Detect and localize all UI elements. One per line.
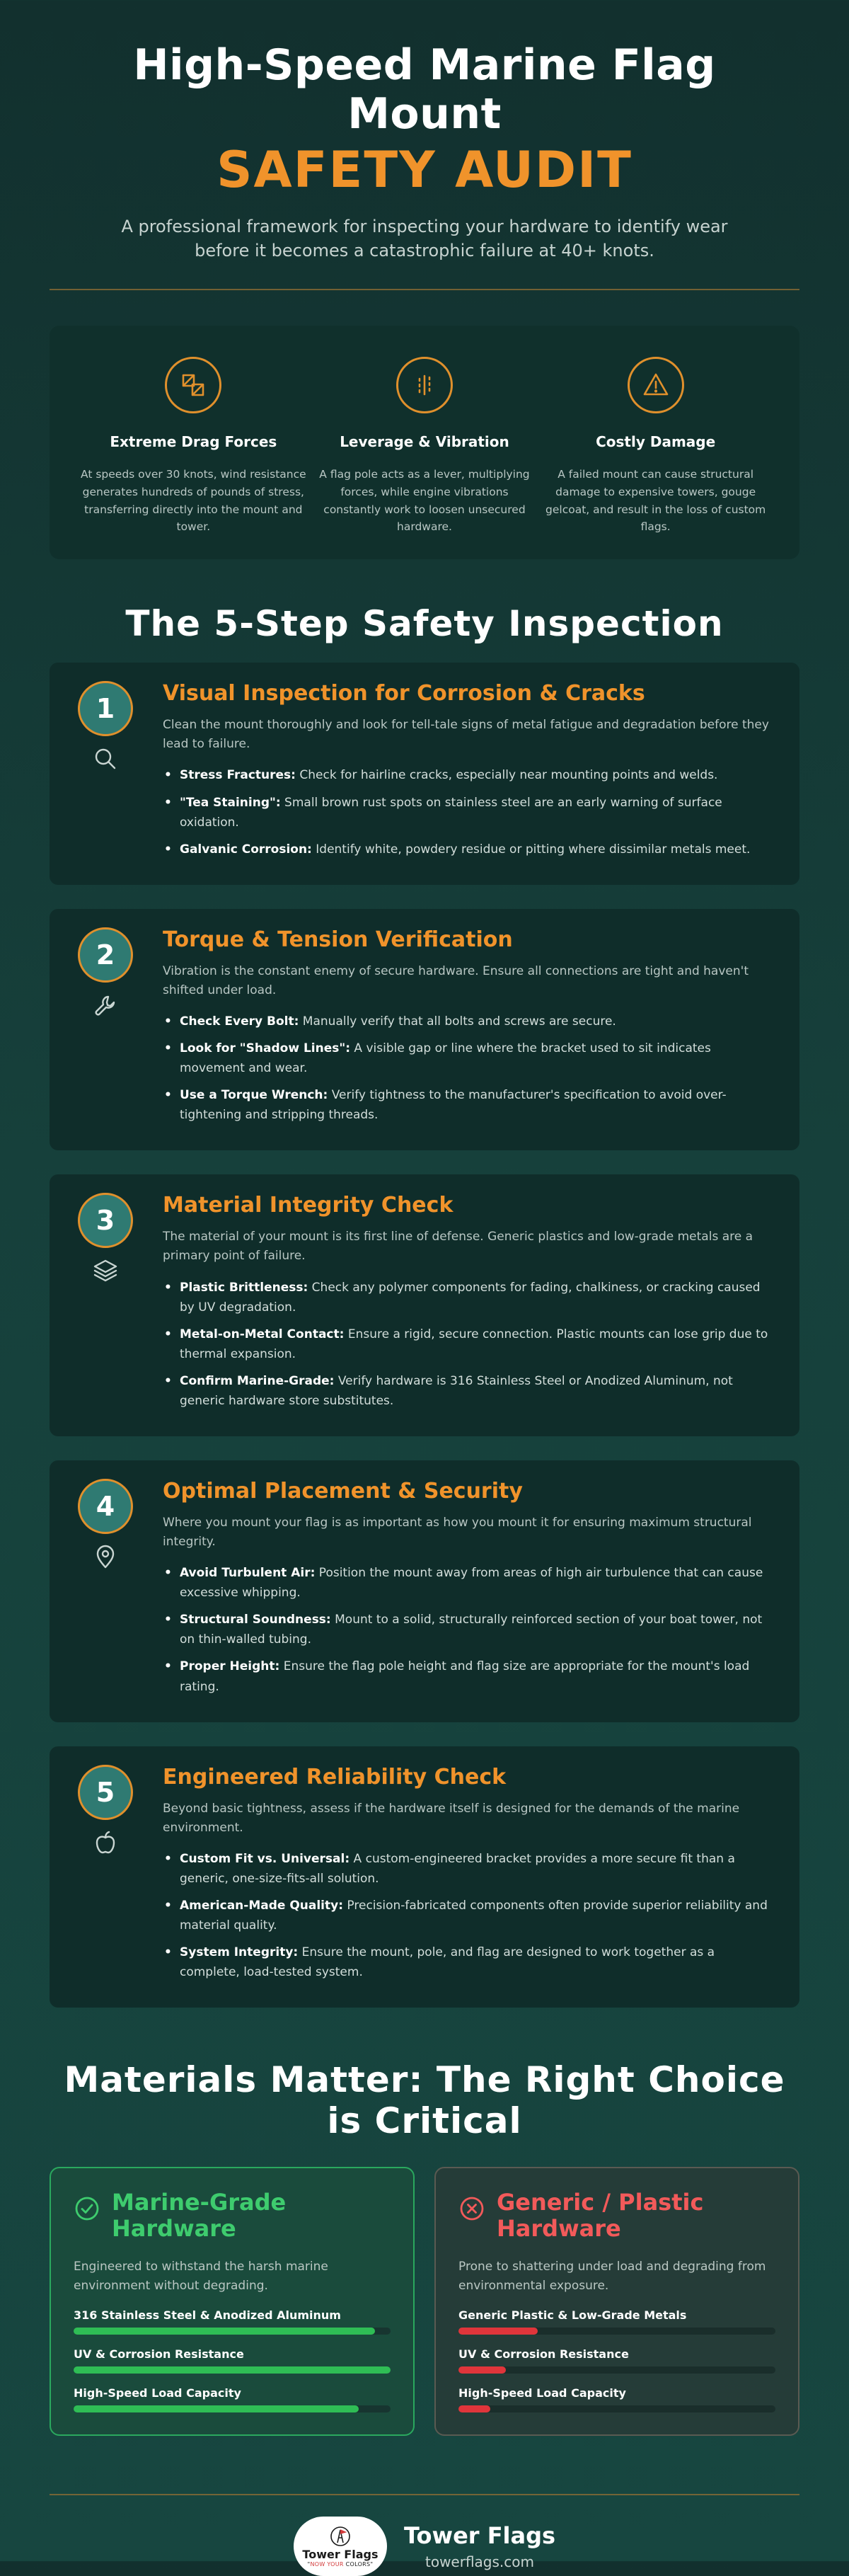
card-title: Marine-Grade Hardware [112,2189,287,2243]
bullet-label: "Tea Staining": [180,795,281,810]
list-item [163,1896,774,1935]
risk-text: At speeds over 30 knots, wind resistance generates hundreds of pounds of stress, transferring directly into the mount and tower. [81,468,306,534]
bullet-label: Custom Fit vs. Universal: [180,1851,350,1866]
bullet-text: Position the mount away from areas of high air turbulence that can cause excessive whipping. [180,1566,763,1601]
rating-track [74,2328,391,2335]
footer-divider [50,2494,799,2495]
risk-text: A flag pole acts as a lever, multiplying forces, while engine vibrations constantly work to loosen unsecured hardware. [319,468,530,534]
list-item [163,1610,774,1649]
rating-fill [458,2328,538,2335]
bullet-text: Small brown rust spots on stainless steel are an early warning of surface oxidation. [180,795,722,830]
bullet-label: Avoid Turbulent Air: [180,1566,316,1581]
rating-label: UV & Corrosion Resistance [74,2347,244,2362]
check-circle-icon [74,2195,100,2222]
card-title: Generic / Plastic Hardware [497,2189,704,2243]
step-description: Where you mount your flag is as important as how you mount it for ensuring maximum structural integrity. [163,1515,752,1550]
list-item [163,1371,774,1411]
list-item [163,793,774,832]
marine-grade-card [50,2167,415,2436]
rating-track [74,2366,391,2374]
page-subtitle: SAFETY AUDIT [216,141,633,199]
brand-logo [294,2517,387,2576]
rating-bar [458,2347,775,2374]
rating-bar [74,2386,391,2412]
bullet-text: Mount to a solid, structurally reinforced section of your boat tower, not on thin-walled tubing. [180,1613,763,1647]
rating-track [458,2405,775,2412]
bullet-label: Structural Soundness: [180,1613,331,1627]
list-item [163,840,774,859]
step-title: Engineered Reliability Check [163,1764,507,1790]
step-bullets [163,1563,774,1696]
step-number-badge: 5 [78,1765,133,1820]
card-description: Prone to shattering under load and degrading from environmental exposure. [458,2259,766,2294]
bullet-text: Verify tightness to the manufacturer's specification to avoid over-tightening and stripping threads. [180,1088,727,1123]
risk-card [80,357,306,559]
step-title: Material Integrity Check [163,1193,454,1218]
header [50,0,799,263]
list-item [163,1278,774,1317]
step-description: The material of your mount is its first line of defense. Generic plastics and low-grade metals are a primary point of failure. [163,1230,753,1264]
rating-bar [74,2347,391,2374]
bullet-text: Identify white, powdery residue or pitting where dissimilar metals meet. [311,842,751,857]
layers-icon [93,1258,118,1283]
step-number-badge: 1 [78,681,133,736]
list-item [163,1085,774,1125]
logo-tagline [307,2561,373,2568]
step-bullets [163,765,774,859]
list-item [163,1656,774,1696]
search-icon [93,746,118,772]
apple-icon [93,1830,118,1855]
bullet-text: Verify hardware is 316 Stainless Steel or Anodized Aluminum, not generic hardware store substitutes. [180,1373,733,1408]
rating-fill [458,2366,506,2374]
rating-label: UV & Corrosion Resistance [458,2347,629,2362]
bullet-text: A visible gap or line where the bracket used to sit indicates movement and wear. [180,1041,711,1076]
steps-list [50,663,799,2008]
bullet-label: Plastic Brittleness: [180,1280,308,1295]
stress-icon [165,357,221,413]
x-circle-icon [458,2195,485,2222]
footer [50,2517,799,2576]
bullet-text: Manually verify that all bolts and screws are secure. [299,1014,616,1029]
bullet-label: System Integrity: [180,1945,299,1960]
bullet-label: Metal-on-Metal Contact: [180,1327,345,1341]
step-number-badge: 3 [78,1193,133,1248]
location-pin-icon [93,1544,118,1569]
materials-comparison [50,2167,799,2436]
bullet-text: Ensure a rigid, secure connection. Plastic mounts can lose grip due to thermal expansion. [180,1327,768,1361]
list-item [163,765,774,785]
card-description: Engineered to withstand the harsh marine environment without degrading. [74,2259,328,2294]
rating-bar [458,2386,775,2412]
step-card [50,1460,799,1722]
page-title: High-Speed Marine Flag Mount [133,40,716,139]
step-bullets [163,1012,774,1125]
rating-fill [74,2405,359,2412]
rating-label: High-Speed Load Capacity [74,2386,241,2400]
bullet-text: Ensure the mount, pole, and flag are designed to work together as a complete, load-tested system. [180,1945,715,1980]
risk-card [543,357,769,559]
step-number-badge: 4 [78,1479,133,1534]
bullet-label: American-Made Quality: [180,1899,344,1913]
step-card [50,663,799,885]
list-item [163,1324,774,1364]
rating-fill [74,2366,391,2374]
wrench-icon [93,992,118,1018]
list-item [163,1563,774,1603]
bullet-label: Check Every Bolt: [180,1014,299,1029]
card-header [458,2189,775,2242]
bullet-label: Galvanic Corrosion: [180,842,312,857]
rating-label: 316 Stainless Steel & Anodized Aluminum [74,2308,341,2323]
step-title: Optimal Placement & Security [163,1478,523,1504]
list-item [163,1849,774,1889]
list-item [163,1942,774,1982]
step-title: Visual Inspection for Corrosion & Cracks [163,681,645,706]
risk-panel [50,326,799,559]
risk-title: Leverage & Vibration [340,433,509,451]
logo-name: Tower Flags [302,2547,379,2561]
bullet-text: Check for hairline cracks, especially near mounting points and welds. [295,768,718,783]
step-description: Clean the mount thoroughly and look for tell-tale signs of metal fatigue and degradation before they lead to failure. [163,718,769,752]
list-item [163,1038,774,1078]
rating-fill [74,2328,375,2335]
generic-hardware-card [434,2167,799,2436]
list-item [163,1012,774,1031]
materials-heading: Materials Matter: The Right Choice is Critical [64,2059,785,2141]
bullet-text: Ensure the flag pole height and flag size are appropriate for the mount's load rating. [180,1659,750,1694]
bullet-label: Confirm Marine-Grade: [180,1373,335,1388]
rating-bar [458,2308,775,2335]
bullet-label: Use a Torque Wrench: [180,1088,328,1103]
step-bullets [163,1278,774,1411]
rating-bar [74,2308,391,2335]
step-bullets [163,1849,774,1982]
step-description: Vibration is the constant enemy of secure hardware. Ensure all connections are tight and haven't shifted under load. [163,963,749,997]
warning-icon [628,357,684,413]
bullet-label: Proper Height: [180,1659,280,1674]
bullet-text: Precision-fabricated components often provide superior reliability and material quality. [180,1899,768,1933]
intro-text: A professional framework for inspecting your hardware to identify wear before it becomes a catastrophic failure at 40+ knots. [121,216,728,261]
logo-tag-suffix: COLORS" [343,2560,374,2568]
card-header [74,2189,391,2242]
step-description: Beyond basic tightness, assess if the hardware itself is designed for the demands of the marine environment. [163,1801,740,1835]
step-card [50,909,799,1151]
step-card [50,1746,799,2008]
bullet-text: Check any polymer components for fading, chalkiness, or cracking caused by UV degradation. [180,1280,761,1315]
bullet-label: Look for "Shadow Lines": [180,1041,351,1056]
brand-url[interactable]: towerflags.com [424,2553,534,2571]
bullet-label: Stress Fractures: [180,768,296,783]
risk-title: Costly Damage [596,433,716,451]
rating-track [74,2405,391,2412]
header-divider [50,289,799,290]
logo-tag-accent: NOW YOUR [310,2560,344,2568]
steps-heading: The 5-Step Safety Inspection [125,603,724,645]
logo-mark-icon [328,2526,352,2547]
rating-fill [458,2405,490,2412]
brand-block [404,2522,555,2570]
step-title: Torque & Tension Verification [163,927,513,952]
step-number-badge: 2 [78,927,133,983]
step-card [50,1174,799,1436]
rating-track [458,2366,775,2374]
risk-card [311,357,538,559]
risk-text: A failed mount can cause structural damage to expensive towers, gouge gelcoat, and result in the loss of custom flags. [545,468,766,534]
rating-label: Generic Plastic & Low-Grade Metals [458,2308,687,2323]
risk-title: Extreme Drag Forces [110,433,277,451]
rating-label: High-Speed Load Capacity [458,2386,626,2400]
logo-tag-prefix: " [307,2560,311,2568]
brand-name: Tower Flags [403,2522,556,2550]
bullet-text: A custom-engineered bracket provides a more secure fit than a generic, one-size-fits-all solution. [180,1851,735,1886]
vibration-icon [396,357,453,413]
rating-track [458,2328,775,2335]
